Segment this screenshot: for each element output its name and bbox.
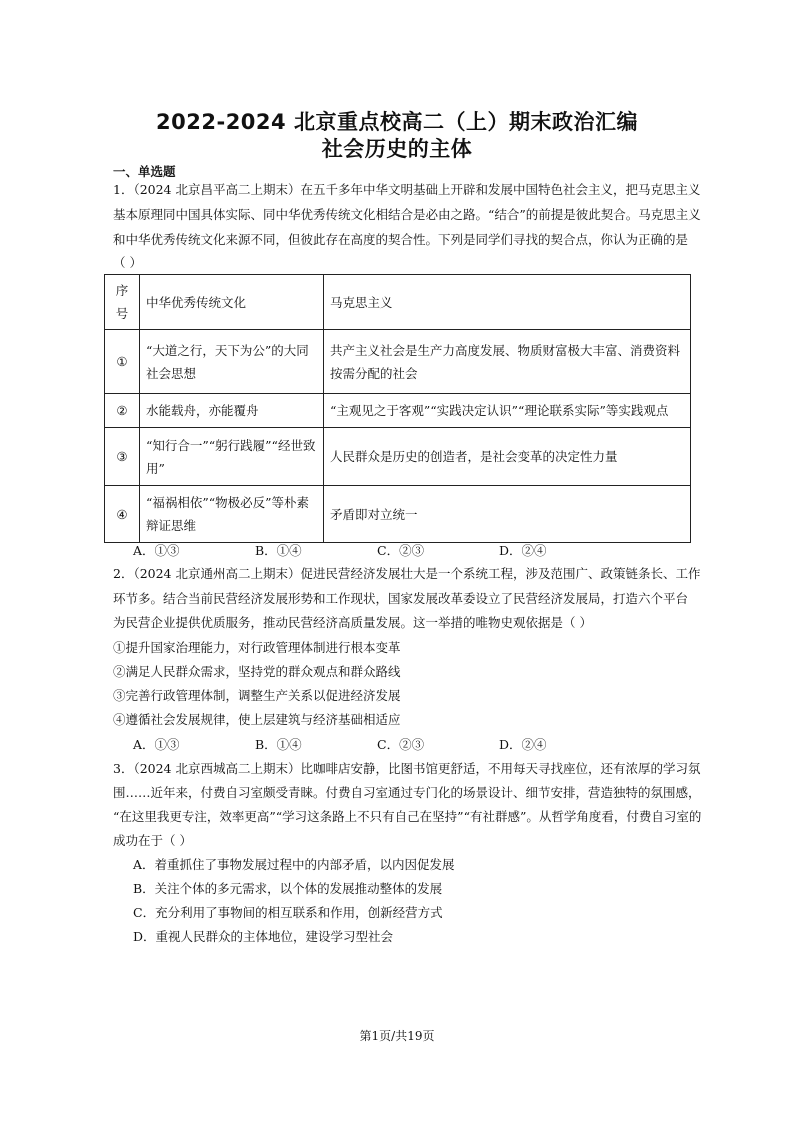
table-header-cell: 马克思主义 bbox=[324, 275, 691, 330]
q2-item: ③完善行政管理体制，调整生产关系以促进经济发展 bbox=[113, 688, 401, 703]
table-cell: 水能载舟，亦能覆舟 bbox=[140, 394, 324, 428]
table-cell: 矛盾即对立统一 bbox=[324, 486, 691, 543]
page-footer: 第1页/共19页 bbox=[359, 1029, 435, 1043]
option-c: C．②③ bbox=[377, 543, 425, 558]
option-d: D．②④ bbox=[499, 737, 547, 752]
option-a: A．①③ bbox=[133, 737, 180, 752]
table-header-cell: 中华优秀传统文化 bbox=[140, 275, 324, 330]
option-c: C．充分利用了事物间的相互联系和作用，创新经营方式 bbox=[133, 905, 443, 920]
table-cell: “福祸相依”“物极必反”等朴素辩证思维 bbox=[140, 486, 324, 543]
q2-stem-line: 为民营企业提供优质服务，推动民营经济高质量发展。这一举措的唯物史观依据是（ ） bbox=[113, 615, 592, 630]
q1-stem-line: 基本原理同中国具体实际、同中华优秀传统文化相结合是必由之路。“结合”的前提是彼此契合。马克思主义 bbox=[113, 207, 701, 222]
option-a: A．①③ bbox=[133, 543, 180, 558]
table-cell: ① bbox=[105, 330, 140, 394]
q2-item: ④遵循社会发展规律，使上层建筑与经济基础相适应 bbox=[113, 712, 401, 727]
q2-stem-line: 2．（2024 北京通州高二上期末）促进民营经济发展壮大是一个系统工程，涉及范围广、政策链条长、工作 bbox=[113, 566, 701, 581]
q3-stem-line: “在这里我更专注，效率更高”“学习这条路上不只有自己在坚持”“有社群感”。从哲学角度看，付费自习室的 bbox=[113, 809, 702, 824]
table-cell: ③ bbox=[105, 428, 140, 486]
q1-stem-line: 和中华优秀传统文化来源不同，但彼此存在高度的契合性。下列是同学们寻找的契合点，你认为正确的是 bbox=[113, 232, 689, 247]
table-cell: “大道之行，天下为公”的大同社会思想 bbox=[140, 330, 324, 394]
q3-stem-line: 围……近年来，付费自习室颇受青睐。付费自习室通过专门化的场景设计、细节安排，营造独特的氛围感， bbox=[113, 785, 701, 800]
option-a: A．着重抓住了事物发展过程中的内部矛盾，以内因促发展 bbox=[133, 857, 455, 872]
option-c: C．②③ bbox=[377, 737, 425, 752]
table-cell: 人民群众是历史的创造者，是社会变革的决定性力量 bbox=[324, 428, 691, 486]
page-subtitle: 社会历史的主体 bbox=[321, 137, 473, 161]
q1-stem-line: 1．（2024 北京昌平高二上期末）在五千多年中华文明基础上开辟和发展中国特色社会主义，把马克思主义 bbox=[113, 182, 701, 197]
section-heading: 一、单选题 bbox=[113, 164, 176, 179]
q2-options bbox=[133, 735, 621, 753]
table-header-cell: 序号 bbox=[105, 275, 140, 330]
page-title: 2022-2024 北京重点校高二（上）期末政治汇编 bbox=[156, 110, 638, 134]
option-d: D．②④ bbox=[499, 543, 547, 558]
option-b: B．①④ bbox=[255, 543, 302, 558]
q2-item: ②满足人民群众需求，坚持党的群众观点和群众路线 bbox=[113, 664, 401, 679]
option-b: B．关注个体的多元需求，以个体的发展推动整体的发展 bbox=[133, 881, 443, 896]
table-cell: ④ bbox=[105, 486, 140, 543]
q1-table bbox=[104, 274, 691, 543]
table-cell: ② bbox=[105, 394, 140, 428]
q3-stem-line: 成功在于（ ） bbox=[113, 833, 192, 848]
table-cell: “知行合一”“躬行践履”“经世致用” bbox=[140, 428, 324, 486]
q2-item: ①提升国家治理能力，对行政管理体制进行根本变革 bbox=[113, 640, 401, 655]
q1-stem-line: （ ） bbox=[113, 255, 142, 270]
q1-options bbox=[133, 541, 621, 559]
table-cell: 共产主义社会是生产力高度发展、物质财富极大丰富、消费资料按需分配的社会 bbox=[324, 330, 691, 394]
table-cell: “主观见之于客观”“实践决定认识”“理论联系实际”等实践观点 bbox=[324, 394, 691, 428]
option-b: B．①④ bbox=[255, 737, 302, 752]
q2-stem-line: 环节多。结合当前民营经济发展形势和工作现状，国家发展改革委设立了民营经济发展局，打造六个平台 bbox=[113, 591, 689, 606]
option-d: D．重视人民群众的主体地位，建设学习型社会 bbox=[133, 929, 394, 944]
q3-stem-line: 3．（2024 北京西城高二上期末）比咖啡店安静，比图书馆更舒适，不用每天寻找座位，还有浓厚的学习氛 bbox=[113, 761, 701, 776]
